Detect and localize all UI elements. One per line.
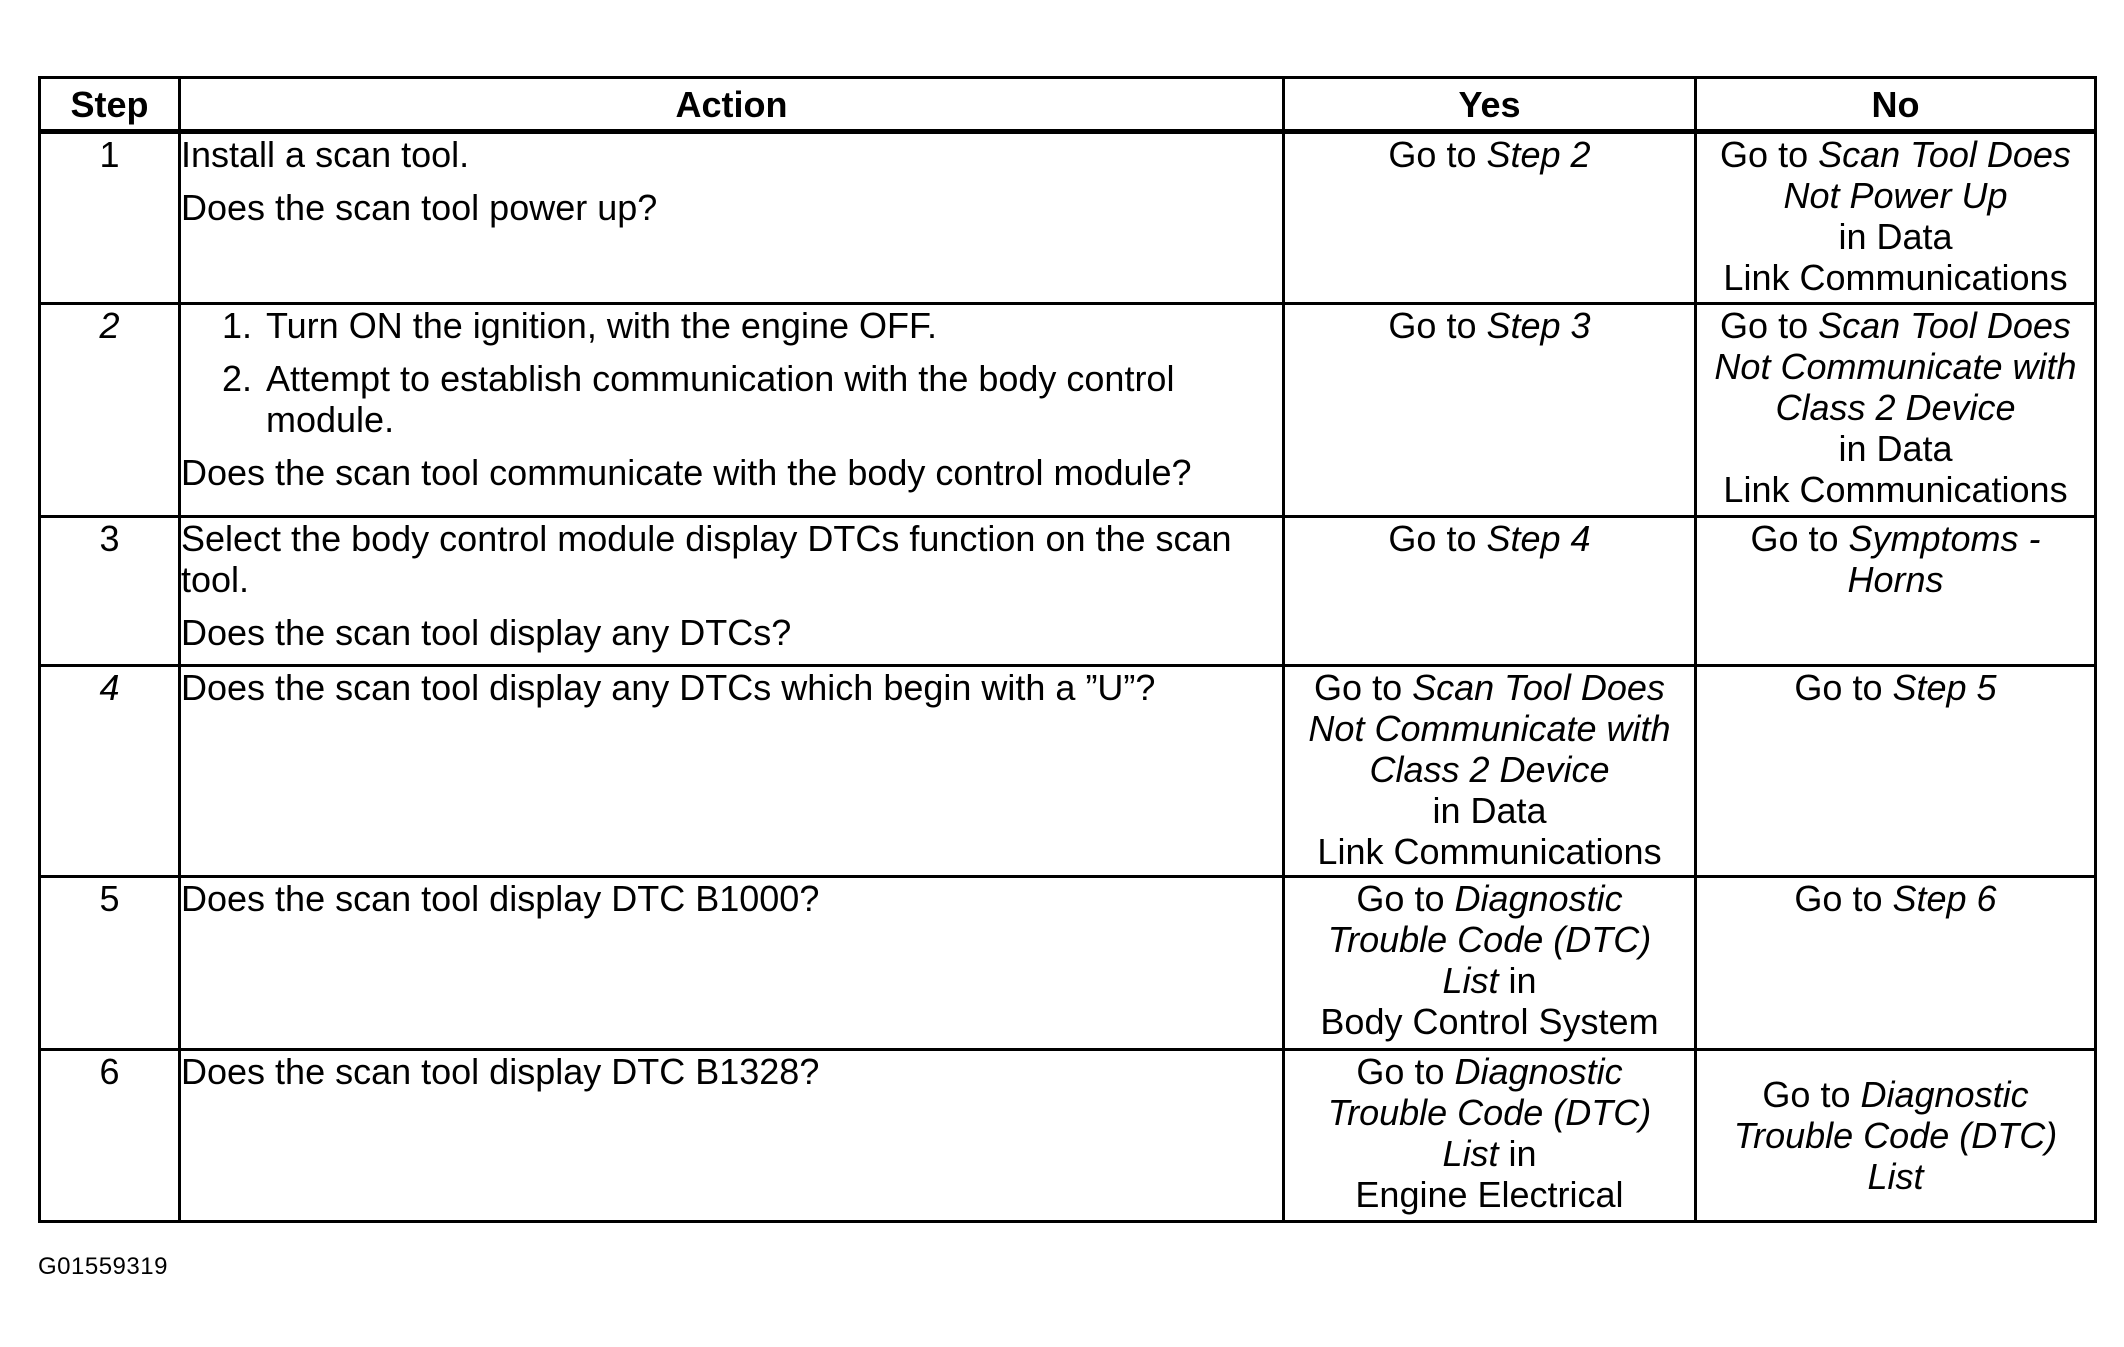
yes-link-scan-tool-communicate[interactable]: Go to Scan Tool Does Not Communicate with Class 2 Device bbox=[1308, 667, 1671, 790]
action-list-item: 2. Attempt to establish communication with the body control module. bbox=[262, 358, 1282, 440]
table-header-row bbox=[40, 78, 2096, 132]
action-cell bbox=[180, 517, 1284, 666]
no-cell bbox=[1696, 877, 2096, 1050]
yes-link-dtc-list[interactable]: Go to Diagnostic Trouble Code (DTC) bbox=[1327, 1051, 1652, 1133]
no-link-scan-tool-communicate[interactable]: Go to Scan Tool Does Not Communicate with Class 2 Device bbox=[1714, 305, 2077, 428]
yes-suffix: in bbox=[1498, 1133, 1537, 1174]
header-step: Step bbox=[40, 78, 180, 132]
action-question: Does the scan tool display DTC B1000? bbox=[181, 878, 820, 919]
action-cell bbox=[180, 132, 1284, 304]
yes-cell bbox=[1284, 517, 1696, 666]
action-text: Select the body control module display DTCs function on the scan tool. bbox=[181, 518, 1232, 600]
no-link-scan-tool-power[interactable]: Go to Scan Tool Does Not Power Up bbox=[1720, 134, 2071, 216]
yes-suffix: Engine Electrical bbox=[1355, 1174, 1624, 1215]
yes-suffix: in bbox=[1498, 960, 1537, 1001]
no-link-step-6[interactable]: Step 6 bbox=[1892, 878, 1997, 919]
table-row bbox=[40, 877, 2096, 1050]
table-row bbox=[40, 517, 2096, 666]
yes-link-step-2[interactable]: Step 2 bbox=[1486, 134, 1591, 175]
yes-cell bbox=[1284, 304, 1696, 517]
no-cell bbox=[1696, 132, 2096, 304]
yes-suffix: Body Control System bbox=[1320, 1001, 1659, 1042]
action-list-item: 1. Turn ON the ignition, with the engine OFF. bbox=[262, 305, 1282, 346]
action-question: Does the scan tool power up? bbox=[181, 187, 658, 228]
yes-link-dtc-list-end[interactable]: List bbox=[1442, 1133, 1499, 1174]
action-question: Does the scan tool display any DTCs which begin with a ”U”? bbox=[181, 667, 1156, 708]
action-list bbox=[181, 305, 1282, 440]
no-prefix: Go to bbox=[1794, 667, 1893, 708]
action-cell bbox=[180, 877, 1284, 1050]
yes-cell bbox=[1284, 1050, 1696, 1222]
table-row bbox=[40, 666, 2096, 877]
step-number: 2 bbox=[40, 304, 180, 517]
header-yes: Yes bbox=[1284, 78, 1696, 132]
no-prefix: Go to bbox=[1794, 878, 1893, 919]
yes-link-dtc-list[interactable]: Go to Diagnostic Trouble Code (DTC) bbox=[1327, 878, 1652, 960]
header-no: No bbox=[1696, 78, 2096, 132]
no-suffix: Link Communications bbox=[1723, 469, 2068, 510]
table-row bbox=[40, 304, 2096, 517]
yes-suffix: in Data bbox=[1432, 790, 1547, 831]
action-cell bbox=[180, 1050, 1284, 1222]
yes-cell bbox=[1284, 666, 1696, 877]
action-cell bbox=[180, 304, 1284, 517]
step-number: 3 bbox=[40, 517, 180, 666]
no-link-step-5[interactable]: Step 5 bbox=[1892, 667, 1997, 708]
action-question: Does the scan tool display DTC B1328? bbox=[181, 1051, 820, 1092]
action-question: Does the scan tool communicate with the body control module? bbox=[181, 452, 1192, 493]
no-suffix: Link Communications bbox=[1723, 257, 2068, 298]
table-row bbox=[40, 1050, 2096, 1222]
diagnostic-table bbox=[38, 76, 2097, 1223]
yes-link-dtc-list-end[interactable]: List bbox=[1442, 960, 1499, 1001]
no-cell bbox=[1696, 1050, 2096, 1222]
no-cell bbox=[1696, 304, 2096, 517]
no-link-symptoms-horns[interactable]: Go to Symptoms - Horns bbox=[1750, 518, 2041, 600]
yes-cell bbox=[1284, 877, 1696, 1050]
no-suffix: in Data bbox=[1838, 428, 1953, 469]
step-number: 5 bbox=[40, 877, 180, 1050]
header-action: Action bbox=[180, 78, 1284, 132]
yes-link-step-3[interactable]: Step 3 bbox=[1486, 305, 1591, 346]
action-text: Install a scan tool. bbox=[181, 134, 470, 175]
no-suffix: in Data bbox=[1838, 216, 1953, 257]
yes-cell bbox=[1284, 132, 1696, 304]
yes-suffix: Link Communications bbox=[1317, 831, 1662, 872]
yes-prefix: Go to bbox=[1388, 305, 1487, 346]
figure-id: G01559319 bbox=[38, 1253, 168, 1280]
no-cell bbox=[1696, 517, 2096, 666]
step-number: 6 bbox=[40, 1050, 180, 1222]
step-number: 4 bbox=[40, 666, 180, 877]
no-cell bbox=[1696, 666, 2096, 877]
yes-prefix: Go to bbox=[1388, 518, 1487, 559]
action-cell bbox=[180, 666, 1284, 877]
yes-prefix: Go to bbox=[1388, 134, 1487, 175]
no-link-dtc-list[interactable]: Go to Diagnostic Trouble Code (DTC) List bbox=[1733, 1074, 2058, 1197]
step-number: 1 bbox=[40, 132, 180, 304]
action-question: Does the scan tool display any DTCs? bbox=[181, 612, 792, 653]
yes-link-step-4[interactable]: Step 4 bbox=[1486, 518, 1591, 559]
table-row bbox=[40, 132, 2096, 304]
